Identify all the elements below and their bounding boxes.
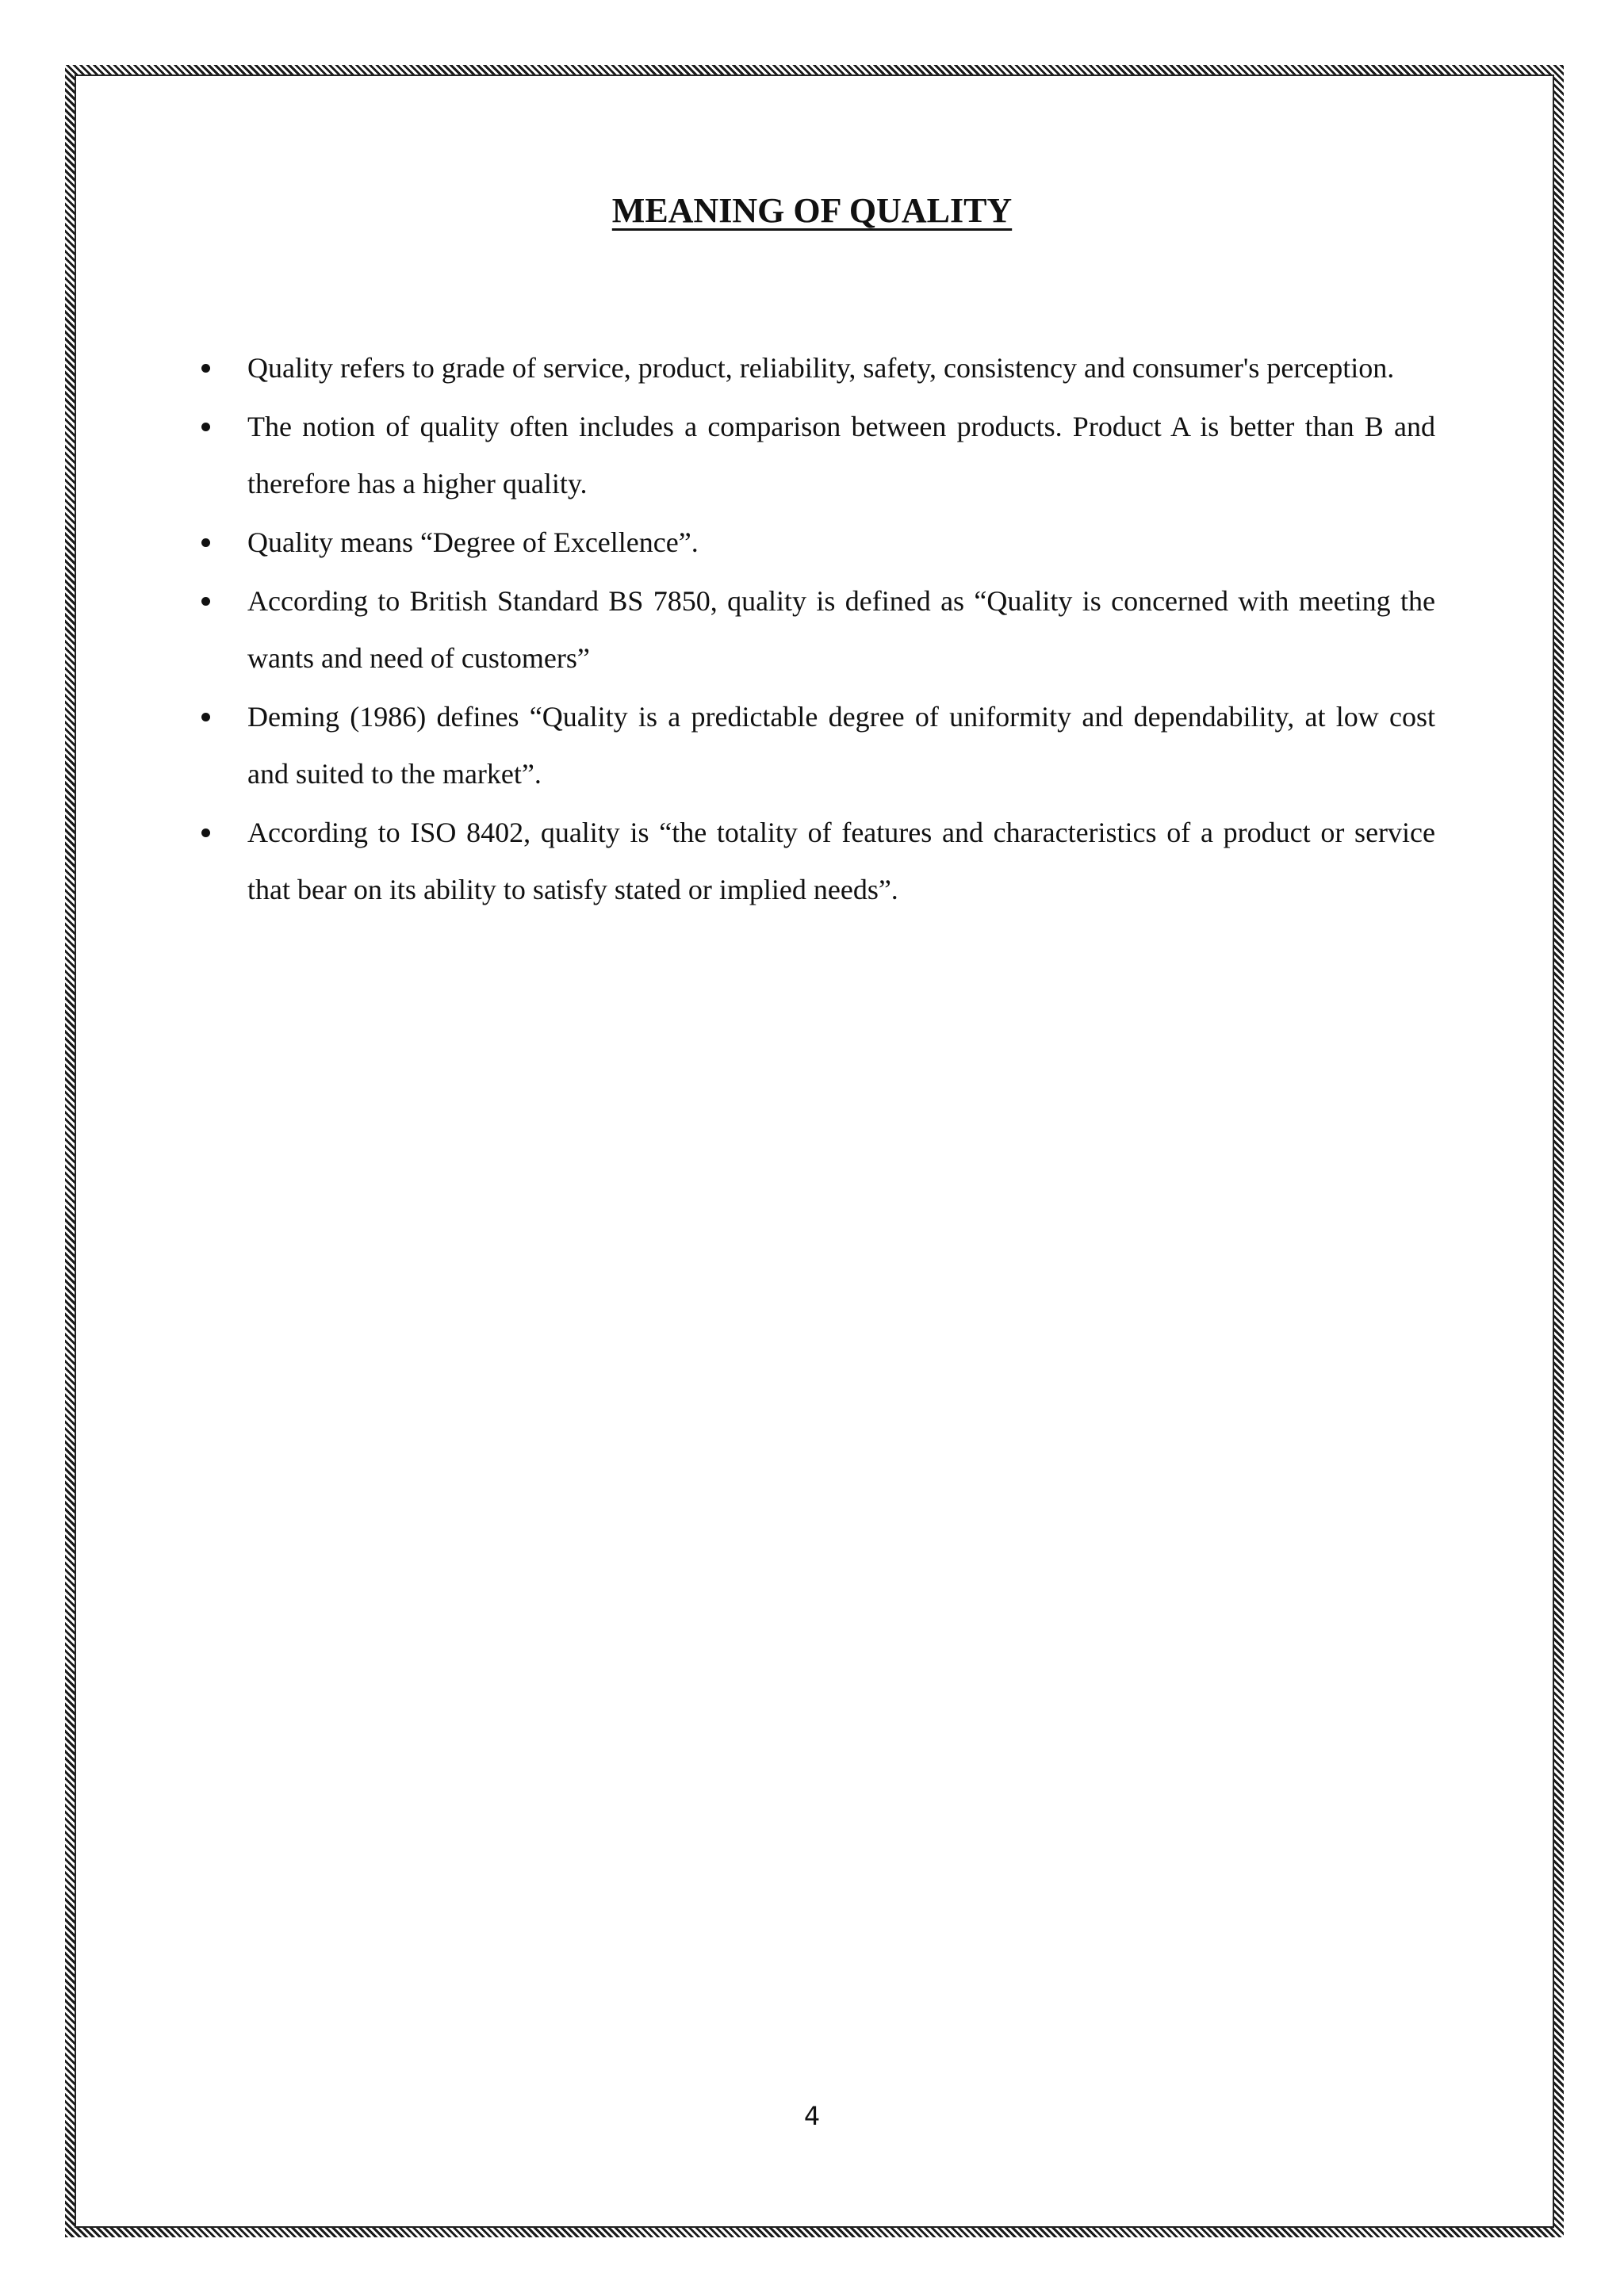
list-item: [198, 688, 1435, 802]
bullet-text: Quality refers to grade of service, product, reliability, safety, consistency and consumer's perception.: [247, 352, 1395, 384]
list-item: [198, 398, 1435, 512]
bullet-icon: [201, 364, 210, 373]
bullet-text: Deming (1986) defines “Quality is a predictable degree of uniformity and dependability, at low cost and suited to the market”.: [247, 701, 1435, 790]
list-item: [198, 339, 1435, 396]
page-number: 4: [803, 2101, 821, 2131]
list-item: [198, 804, 1435, 918]
list-item: [198, 514, 1435, 571]
list-item: [198, 572, 1435, 687]
bullet-icon: [201, 423, 210, 431]
bullet-icon: [201, 597, 210, 606]
page-title: MEANING OF QUALITY: [611, 191, 1013, 230]
bullet-text: According to ISO 8402, quality is “the totality of features and characteristics of a product or service that bear on its ability to satisfy stated or implied needs”.: [247, 817, 1435, 905]
bullet-icon: [201, 828, 210, 837]
bullet-text: Quality means “Degree of Excellence”.: [247, 526, 699, 558]
bullet-text: According to British Standard BS 7850, quality is defined as “Quality is concerned with meeting the wants and need of customers”: [247, 585, 1435, 674]
bullet-list: [198, 339, 1435, 920]
bullet-icon: [201, 538, 210, 547]
bullet-text: The notion of quality often includes a comparison between products. Product A is better than B and therefore has a higher quality.: [247, 411, 1435, 499]
bullet-icon: [201, 713, 210, 721]
